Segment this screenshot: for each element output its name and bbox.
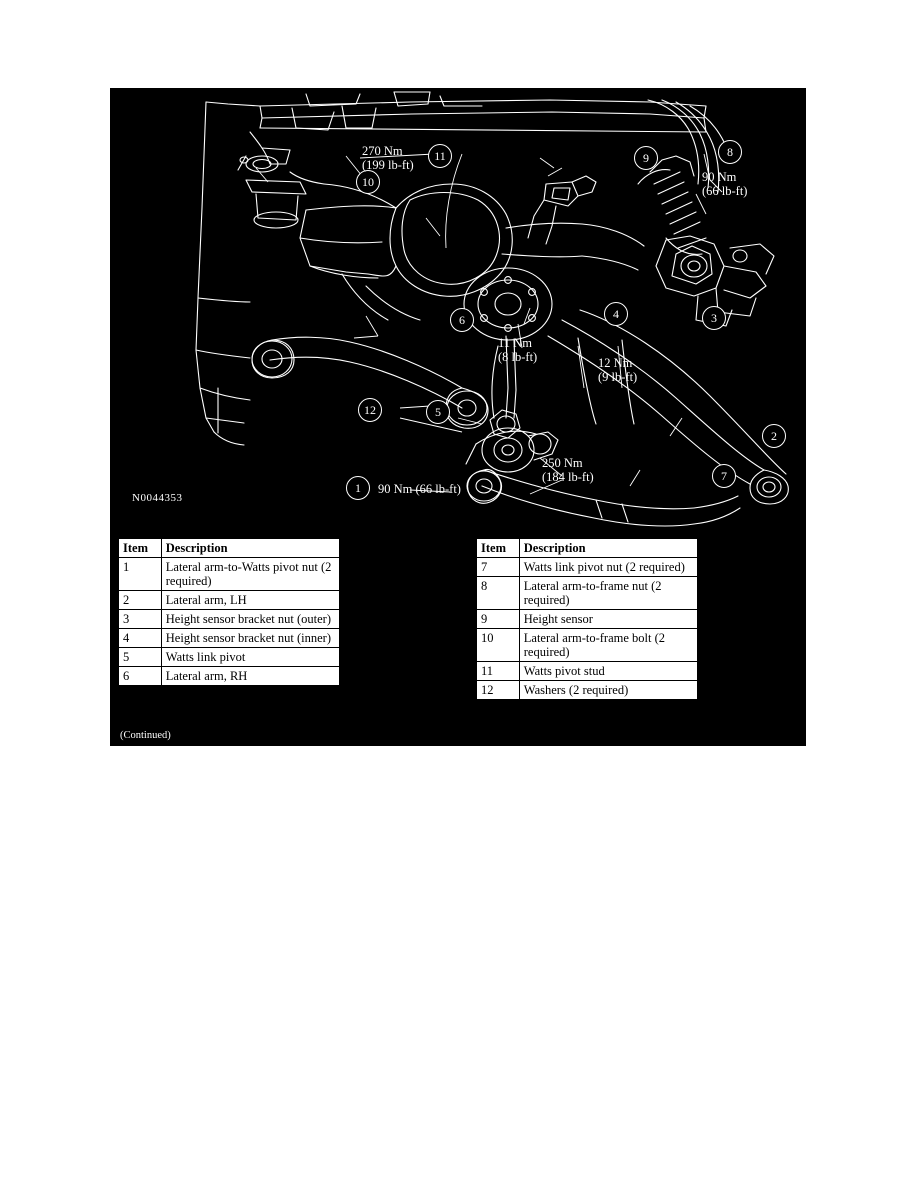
cell-item: 3 bbox=[119, 610, 162, 629]
table-row bbox=[477, 681, 698, 700]
cell-item: 10 bbox=[477, 629, 520, 662]
callout-6: 6 bbox=[450, 308, 474, 332]
table-row bbox=[119, 667, 340, 686]
header-item: Item bbox=[119, 539, 162, 558]
cell-description: Lateral arm, RH bbox=[161, 667, 339, 686]
cell-description: Watts pivot stud bbox=[519, 662, 697, 681]
cell-description: Washers (2 required) bbox=[519, 681, 697, 700]
figure-id: N0044353 bbox=[132, 492, 183, 504]
table-row bbox=[119, 591, 340, 610]
cell-item: 5 bbox=[119, 648, 162, 667]
table-row bbox=[119, 610, 340, 629]
cell-description: Lateral arm-to-Watts pivot nut (2 required) bbox=[161, 558, 339, 591]
table-row bbox=[477, 662, 698, 681]
torque-12nm: 12 Nm (9 lb-ft) bbox=[598, 356, 638, 384]
cell-item: 4 bbox=[119, 629, 162, 648]
cell-item: 12 bbox=[477, 681, 520, 700]
table-row bbox=[477, 610, 698, 629]
continued-label: (Continued) bbox=[120, 730, 171, 741]
cell-description: Lateral arm, LH bbox=[161, 591, 339, 610]
cell-item: 7 bbox=[477, 558, 520, 577]
header-description: Description bbox=[161, 539, 339, 558]
callout-1: 1 bbox=[346, 476, 370, 500]
cell-description: Height sensor bracket nut (inner) bbox=[161, 629, 339, 648]
cell-description: Lateral arm-to-frame bolt (2 required) bbox=[519, 629, 697, 662]
torque-270nm: 270 Nm (199 lb-ft) bbox=[362, 144, 414, 172]
cell-description: Height sensor bracket nut (outer) bbox=[161, 610, 339, 629]
table-header-row bbox=[477, 539, 698, 558]
table-header-row bbox=[119, 539, 340, 558]
callout-9: 9 bbox=[634, 146, 658, 170]
cell-description: Height sensor bbox=[519, 610, 697, 629]
callout-12: 12 bbox=[358, 398, 382, 422]
table-row bbox=[477, 629, 698, 662]
callout-4: 4 bbox=[604, 302, 628, 326]
callout-11: 11 bbox=[428, 144, 452, 168]
torque-250nm: 250 Nm (184 lb-ft) bbox=[542, 456, 594, 484]
cell-item: 9 bbox=[477, 610, 520, 629]
callout-3: 3 bbox=[702, 306, 726, 330]
cell-item: 8 bbox=[477, 577, 520, 610]
callout-5: 5 bbox=[426, 400, 450, 424]
cell-item: 2 bbox=[119, 591, 162, 610]
callout-2: 2 bbox=[762, 424, 786, 448]
parts-table-right bbox=[476, 538, 698, 700]
table-row bbox=[119, 648, 340, 667]
torque-90nm-lower: 90 Nm (66 lb-ft) bbox=[378, 482, 461, 496]
cell-item: 1 bbox=[119, 558, 162, 591]
callout-8: 8 bbox=[718, 140, 742, 164]
table-row bbox=[477, 558, 698, 577]
header-item: Item bbox=[477, 539, 520, 558]
cell-description: Watts link pivot bbox=[161, 648, 339, 667]
header-description: Description bbox=[519, 539, 697, 558]
callout-10: 10 bbox=[356, 170, 380, 194]
parts-table-left bbox=[118, 538, 340, 686]
cell-item: 11 bbox=[477, 662, 520, 681]
table-row bbox=[477, 577, 698, 610]
callout-7: 7 bbox=[712, 464, 736, 488]
torque-11nm: 11 Nm (8 lb-ft) bbox=[498, 336, 538, 364]
table-row bbox=[119, 558, 340, 591]
cell-item: 6 bbox=[119, 667, 162, 686]
table-row bbox=[119, 629, 340, 648]
cell-description: Lateral arm-to-frame nut (2 required) bbox=[519, 577, 697, 610]
cell-description: Watts link pivot nut (2 required) bbox=[519, 558, 697, 577]
torque-90nm-upper: 90 Nm (66 lb-ft) bbox=[702, 170, 748, 198]
